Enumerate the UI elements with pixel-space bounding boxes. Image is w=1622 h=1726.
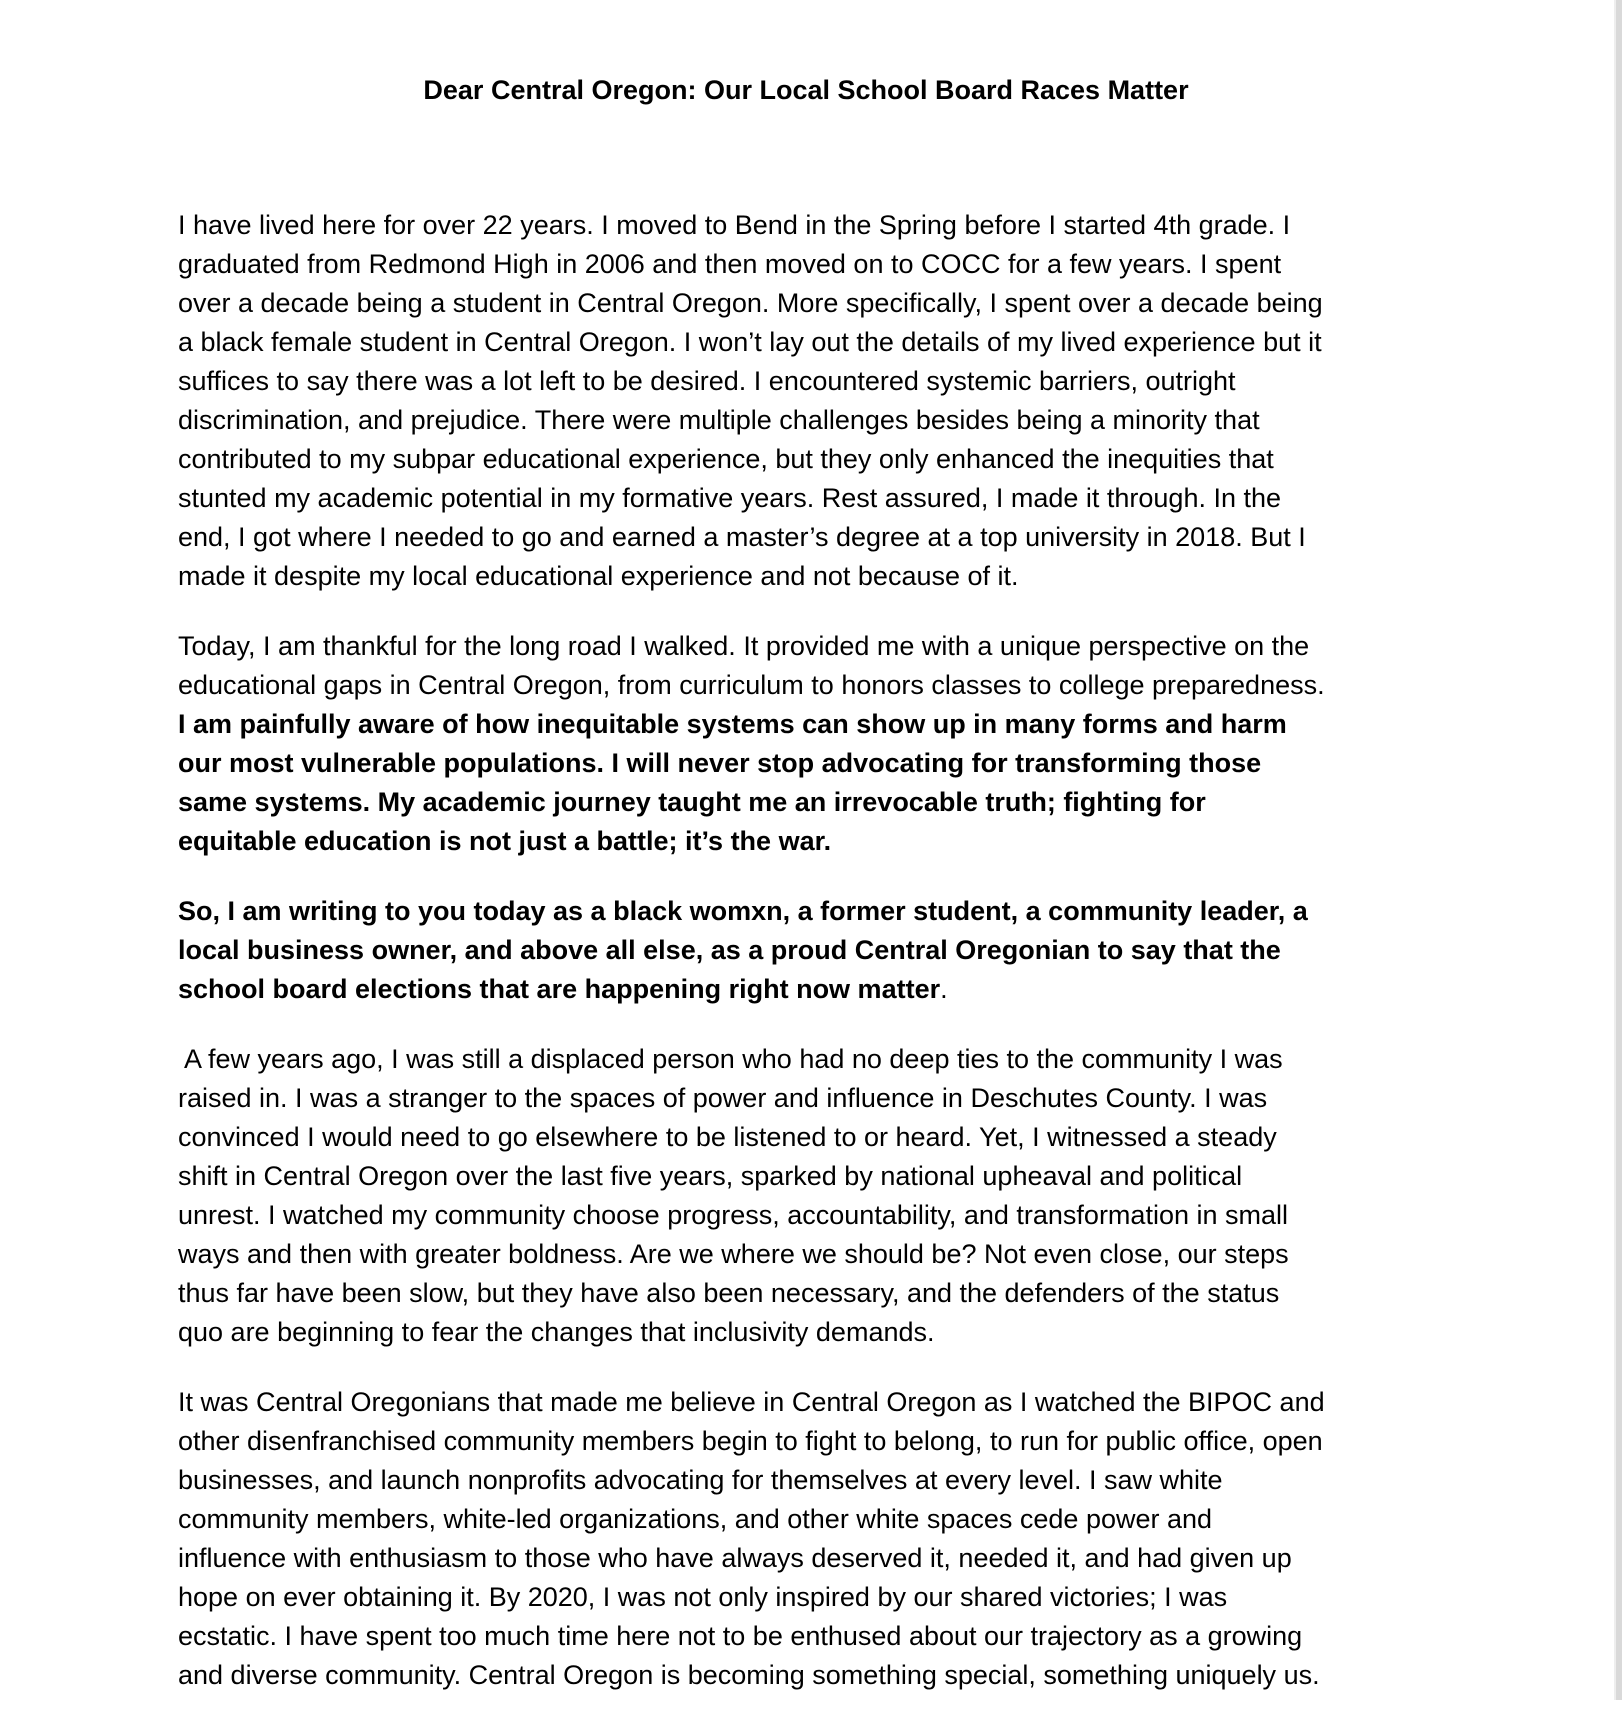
- paragraph-line: raised in. I was a stranger to the spaces of power and influence in Deschutes County. I was: [178, 1083, 1268, 1113]
- paragraph-line: quo are beginning to fear the changes that inclusivity demands.: [178, 1317, 935, 1347]
- paragraph-line: a black female student in Central Oregon. I won’t lay out the details of my lived experience but it: [178, 327, 1322, 357]
- paragraph-line: thus far have been slow, but they have also been necessary, and the defenders of the status: [178, 1278, 1280, 1308]
- emphasis-line: equitable education is not just a battle; it’s the war.: [178, 826, 832, 856]
- paragraph-line: stunted my academic potential in my formative years. Rest assured, I made it through. In the: [178, 483, 1282, 513]
- paragraph-line: convinced I would need to go elsewhere to be listened to or heard. Yet, I witnessed a steady: [178, 1122, 1277, 1152]
- emphasis-line: same systems. My academic journey taught me an irrevocable truth; fighting for: [178, 787, 1206, 817]
- paragraph-5: [178, 1383, 1448, 1695]
- paragraph-1: [178, 206, 1448, 596]
- paragraph-4: [178, 1040, 1448, 1352]
- paragraph-line: It was Central Oregonians that made me believe in Central Oregon as I watched the BIPOC and: [178, 1387, 1325, 1417]
- page-edge: [1616, 0, 1622, 1700]
- document-title: Dear Central Oregon: Our Local School Board Races Matter: [423, 75, 1189, 105]
- paragraph-line: A few years ago, I was still a displaced person who had no deep ties to the community I was: [178, 1044, 1283, 1074]
- paragraph-line: suffices to say there was a lot left to be desired. I encountered systemic barriers, outright: [178, 366, 1236, 396]
- paragraph-line: educational gaps in Central Oregon, from curriculum to honors classes to college preparedness.: [178, 670, 1325, 700]
- paragraph-line: and diverse community. Central Oregon is becoming something special, something uniquely us.: [178, 1660, 1320, 1690]
- emphasis-line: our most vulnerable populations. I will never stop advocating for transforming those: [178, 748, 1262, 778]
- paragraph-line: businesses, and launch nonprofits advocating for themselves at every level. I saw white: [178, 1465, 1223, 1495]
- emphasis-line: local business owner, and above all else, as a proud Central Oregonian to say that the: [178, 935, 1281, 965]
- paragraph-line: made it despite my local educational experience and not because of it.: [178, 561, 1019, 591]
- paragraph-line: community members, white-led organizations, and other white spaces cede power and: [178, 1504, 1213, 1534]
- paragraph-line: contributed to my subpar educational experience, but they only enhanced the inequities that: [178, 444, 1274, 474]
- paragraph-line: Today, I am thankful for the long road I walked. It provided me with a unique perspective on the: [178, 631, 1310, 661]
- paragraph-line: ecstatic. I have spent too much time here not to be enthused about our trajectory as a growing: [178, 1621, 1303, 1651]
- paragraph-line: I have lived here for over 22 years. I moved to Bend in the Spring before I started 4th grade. I: [178, 210, 1291, 240]
- document-page: [178, 72, 1448, 1726]
- paragraph-line: end, I got where I needed to go and earned a master’s degree at a top university in 2018. But I: [178, 522, 1306, 552]
- paragraph-3: [178, 892, 1448, 1009]
- paragraph-line: influence with enthusiasm to those who have always deserved it, needed it, and had given up: [178, 1543, 1292, 1573]
- emphasis-line: I am painfully aware of how inequitable systems can show up in many forms and harm: [178, 709, 1287, 739]
- paragraph-line: hope on ever obtaining it. By 2020, I was not only inspired by our shared victories; I was: [178, 1582, 1228, 1612]
- paragraph-line: other disenfranchised community members begin to fight to belong, to run for public office, open: [178, 1426, 1323, 1456]
- paragraph-line: discrimination, and prejudice. There were multiple challenges besides being a minority that: [178, 405, 1260, 435]
- emphasis-line-wrapper: [178, 970, 1448, 1009]
- paragraph-2: [178, 627, 1448, 861]
- paragraph-line: over a decade being a student in Central Oregon. More specifically, I spent over a decade being: [178, 288, 1323, 318]
- emphasis-line: So, I am writing to you today as a black womxn, a former student, a community leader, a: [178, 896, 1308, 926]
- paragraph-line: graduated from Redmond High in 2006 and then moved on to COCC for a few years. I spent: [178, 249, 1282, 279]
- paragraph-line: unrest. I watched my community choose progress, accountability, and transformation in small: [178, 1200, 1288, 1230]
- emphasis-line: school board elections that are happening right now matter: [178, 974, 941, 1004]
- paragraph-line: ways and then with greater boldness. Are we where we should be? Not even close, our steps: [178, 1239, 1289, 1269]
- paragraph-line: shift in Central Oregon over the last five years, sparked by national upheaval and political: [178, 1161, 1243, 1191]
- trailing-period: .: [940, 974, 948, 1004]
